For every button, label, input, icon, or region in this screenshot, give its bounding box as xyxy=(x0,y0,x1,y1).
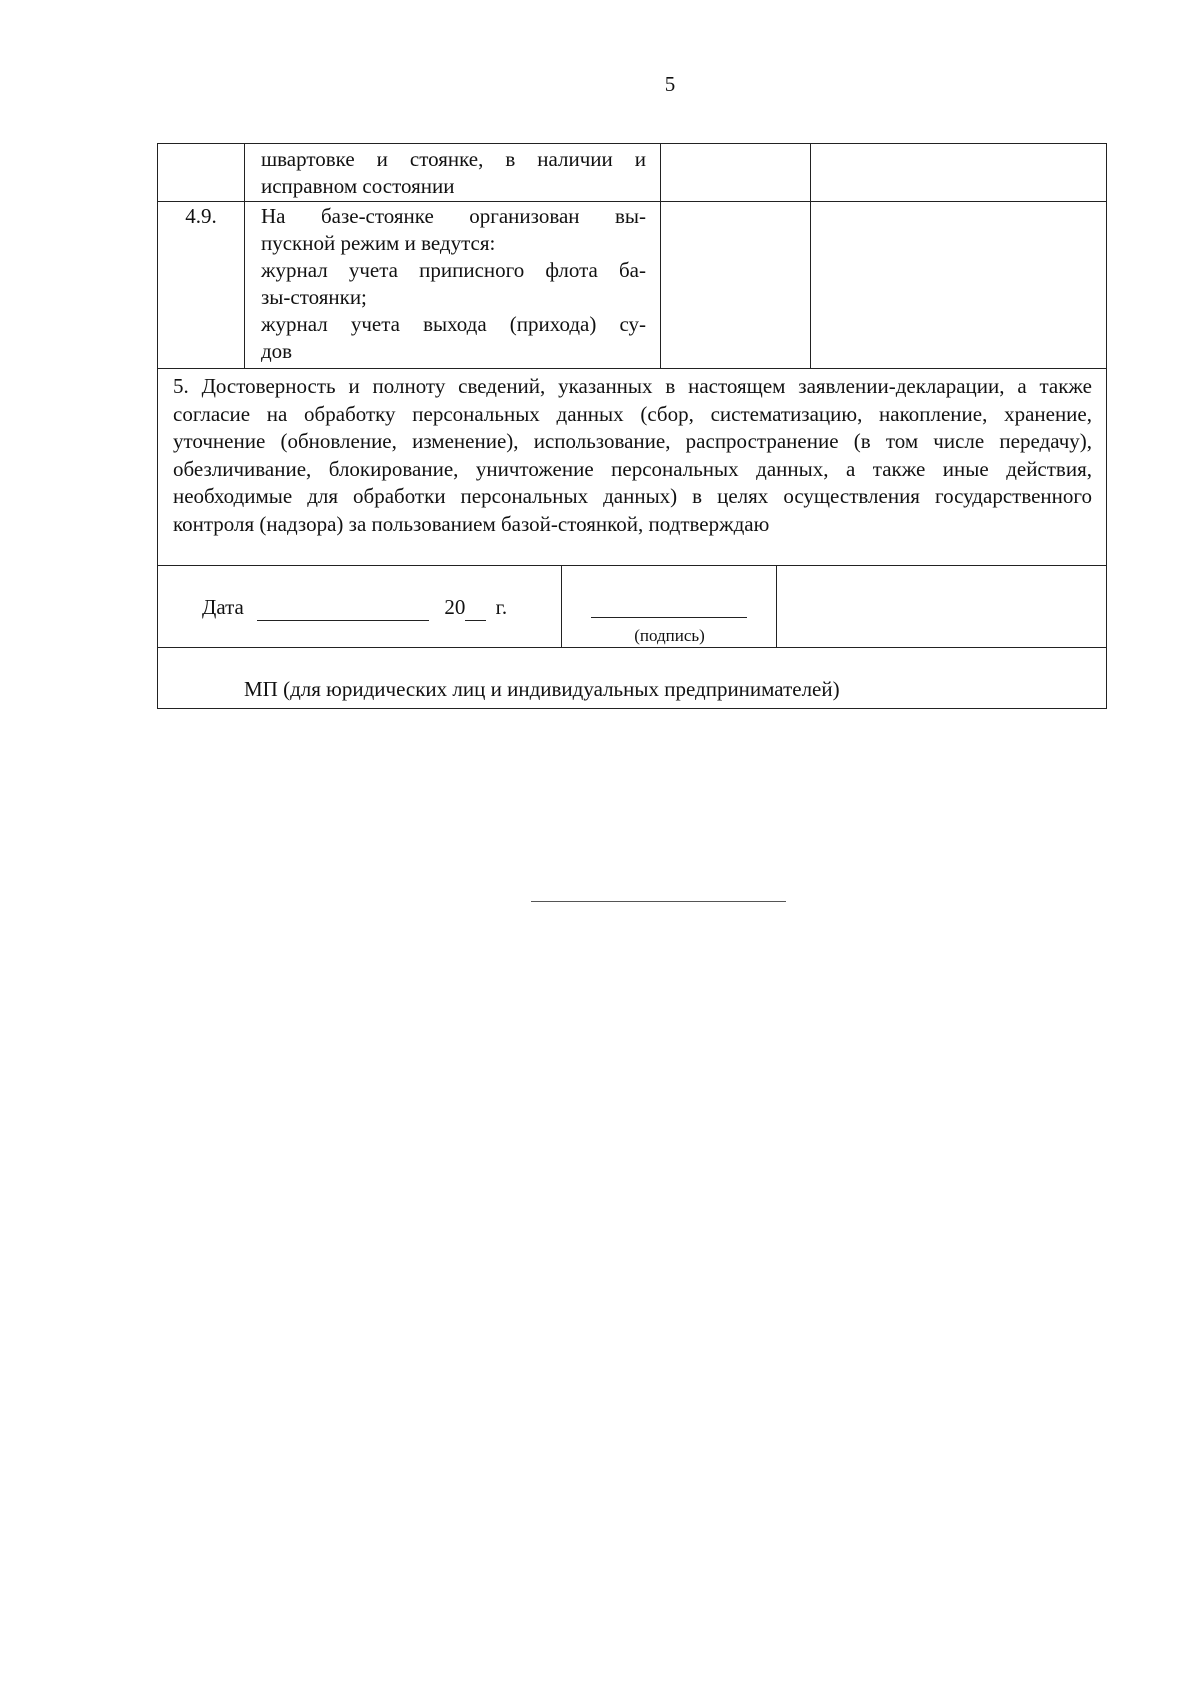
signature-extra-cell xyxy=(777,566,1106,647)
row-description-cell xyxy=(245,144,661,201)
table-row xyxy=(158,144,1106,202)
date-label: Дата xyxy=(202,595,244,619)
row-number-cell xyxy=(158,144,245,201)
date-cell xyxy=(158,566,562,647)
year-prefix: 20 xyxy=(444,595,466,619)
date-blank xyxy=(257,594,429,621)
declaration-text: 5. Достоверность и полноту сведений, указанных в настоящем заявлении-декларации, а также согласие на обработку персональных данных (сбор, систематизацию, накопление, хранение, уточнение (обновление, изменение), использование, распространение (в том числе передачу), обезличивание, блокирование, уничтожение персональных данных, а также иные действия, необходимые для обработки персональных данных) в целях осуществления государственного контроля (надзора) за пользованием базой-стоянкой, подтверждаю xyxy=(173,374,1092,536)
year-suffix: г. xyxy=(495,595,508,619)
row-number xyxy=(158,144,244,145)
table-row xyxy=(158,202,1106,369)
footer-rule xyxy=(531,901,786,902)
row-number: 4.9. xyxy=(185,204,217,228)
signature-line xyxy=(591,617,747,618)
row-description-cell xyxy=(245,202,661,368)
row-number-cell xyxy=(158,202,245,368)
row-mark-cell xyxy=(661,202,811,368)
row-description-line: зы-стоянки; xyxy=(261,285,367,309)
stamp-row xyxy=(158,648,1106,708)
row-note-cell xyxy=(811,144,1106,201)
row-description-line: журнал учета выхода (прихода) су- xyxy=(261,312,646,336)
row-description-line: швартовке и стоянке, в наличии и xyxy=(261,147,646,171)
row-mark-cell xyxy=(661,144,811,201)
declaration-table xyxy=(157,143,1107,709)
row-note-cell xyxy=(811,202,1106,368)
stamp-text: МП (для юридических лиц и индивидуальных предпринимателей) xyxy=(244,677,840,701)
date-field xyxy=(202,594,507,621)
row-description-line: исправном состоянии xyxy=(261,174,455,198)
signature-row xyxy=(158,566,1106,648)
signature-caption: (подпись) xyxy=(634,626,705,645)
row-description-line: дов xyxy=(261,339,293,363)
row-description-line: пускной режим и ведутся: xyxy=(261,231,496,255)
row-description-line: журнал учета приписного флота ба- xyxy=(261,258,646,282)
declaration-row xyxy=(158,369,1106,566)
year-blank xyxy=(465,594,486,621)
page-number: 5 xyxy=(664,72,676,96)
row-description-line: На базе-стоянке организован вы- xyxy=(261,204,646,228)
signature-cell xyxy=(562,566,777,647)
